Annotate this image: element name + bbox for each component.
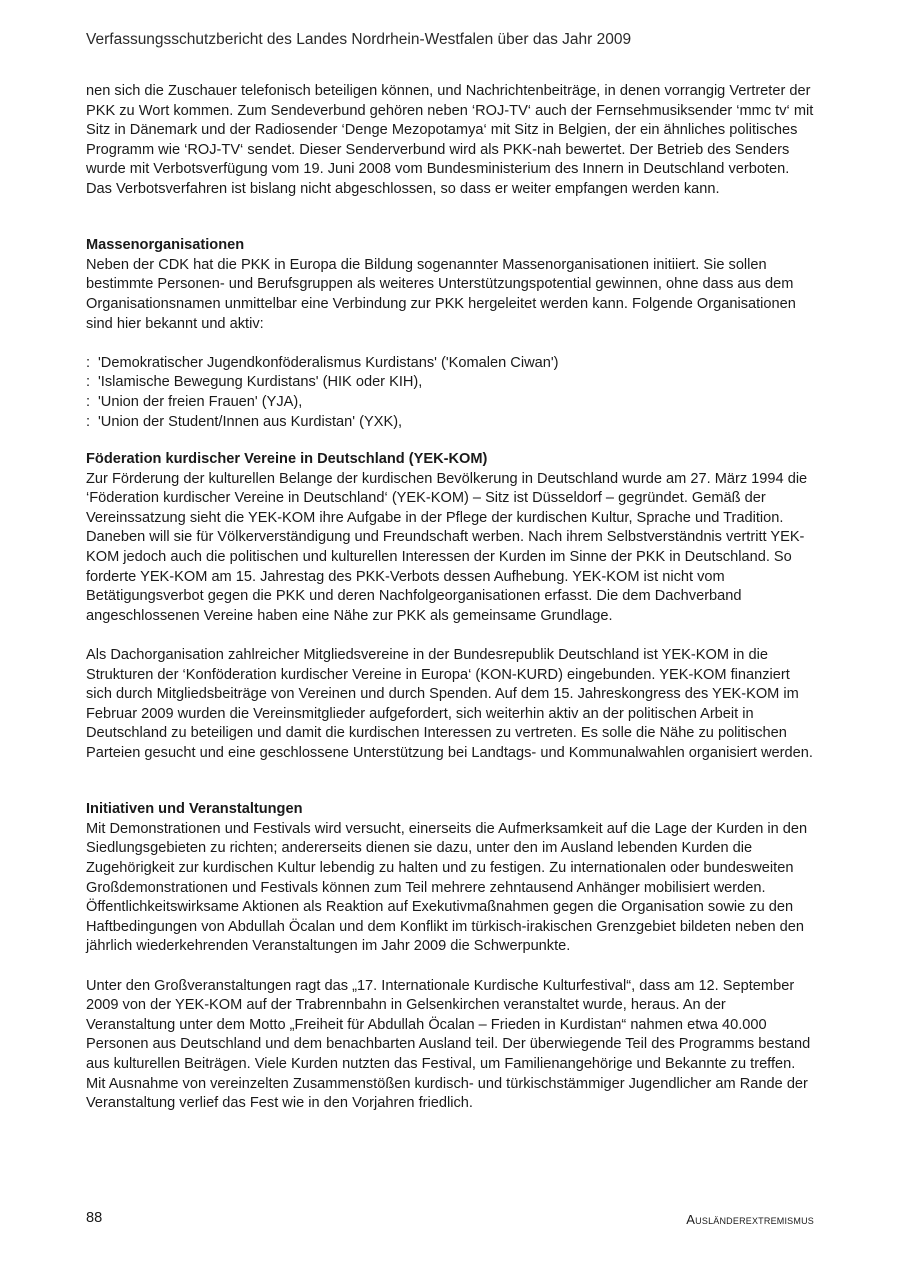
footer-section-name: Ausländerextremismus [686, 1212, 814, 1227]
section-paragraph: Mit Demonstrationen und Festivals wird versucht, einerseits die Aufmerksamkeit auf die Lage der Kurden in den Siedlungsgebieten zu richten; andererseits dienen sie dazu, unter den im Ausland lebenden Kurden die Zugehörigkeit zur kurdischen Kultur lebendig zu halten und zu festigen. Zu internationalen oder bundesweiten Großdemonstrationen und Festivals können zum Teil mehrere zehntausend Anhänger mobilisiert werden. Öffentlichkeitswirksame Aktionen als Reaktion auf Exekutivmaßnahmen gegen die Organisation sowie zu den Haftbedingungen von Abdullah Öcalan und dem Konflikt im türkisch-irakischen Grenzgebiet bildeten neben den jährlich wiederkehrenden Veranstaltungen im Jahr 2009 die Schwerpunkte. [86, 820, 808, 955]
page-content [86, 82, 818, 1133]
section-heading-massenorganisationen: Massenorganisationen [86, 237, 245, 254]
page-number: 88 [86, 1210, 103, 1226]
list-bullet: : [86, 393, 91, 410]
section-paragraph: Zur Förderung der kulturellen Belange der kurdischen Bevölkerung in Deutschland wurde am 27. März 1994 die ‘Föderation kurdischer Vereine in Deutschland‘ (YEK-KOM) – Sitz ist Düsseldorf – gegründet. Gemäß der Vereinssatzung sieht die YEK-KOM ihre Aufgabe in der Pflege der kurdischen Kultur, Sprache und Tradition. Daneben will sie für Völkerverständigung und Freundschaft werben. Nach ihrem Selbstverständnis vertritt YEK-KOM jedoch auch die politischen und kulturellen Interessen der Kurden im Sinne der PKK in Deutschland. So forderte YEK-KOM am 15. Jahrestag des PKK-Verbots dessen Aufhebung. YEK-KOM ist nicht vom Betätigungsverbot gegen die PKK und deren Nachfolgeorganisationen erfasst. Die dem Dachverband angeschlossenen Vereine haben eine Nähe zur PKK als gemeinsame Grundlage. [86, 470, 808, 624]
list-item: : 'Union der Student/Innen aus Kurdistan' (YXK), [86, 413, 818, 433]
list-bullet: : [86, 413, 91, 430]
section-paragraph: Als Dachorganisation zahlreicher Mitgliedsvereine in der Bundesrepublik Deutschland ist YEK-KOM in die Strukturen der ‘Konföderation kurdischer Vereine in Europa‘ (KON-KURD) eingebunden. YEK-KOM finanziert sich durch Mitgliedsbeiträge von Vereinen und durch Spenden. Auf dem 15. Jahreskongress des YEK-KOM im Februar 2009 wurden die Vereinsmitglieder aufgefordert, sich weiterhin aktiv an der politischen Arbeit in Deutschland zu beteiligen und damit die kurdischen Interessen zu vertreten. Es solle die Nähe zu politischen Parteien gesucht und eine geschlossene Unterstützung bei Landtags- und Kommunalwahlen organisiert werden. [86, 647, 813, 761]
list-bullet: : [86, 354, 91, 371]
list-bullet: : [86, 374, 91, 391]
section-heading-initiativen: Initiativen und Veranstaltungen [86, 801, 303, 818]
list-item: : 'Union der freien Frauen' (YJA), [86, 393, 818, 413]
list-item: : 'Demokratischer Jugendkonföderalismus Kurdistans' ('Komalen Ciwan') [86, 354, 818, 374]
list-item: : 'Islamische Bewegung Kurdistans' (HIK oder KIH), [86, 373, 818, 393]
organisation-list [86, 354, 818, 432]
section-paragraph: Neben der CDK hat die PKK in Europa die Bildung sogenannter Massenorganisationen initiiert. Sie sollen bestimmte Personen- und Berufsgruppen als weiteres Unterstützungspotential gewinnen, ohne dass aus dem Organisationsnamen unmittelbar eine Verbindung zur PKK hergeleitet werden kann. Folgende Organisationen sind hier bekannt und aktiv: [86, 256, 796, 332]
section-heading-yek-kom: Föderation kurdischer Vereine in Deutschland (YEK-KOM) [86, 451, 488, 468]
intro-paragraph: nen sich die Zuschauer telefonisch beteiligen können, und Nachrichtenbeiträge, in denen vorrangig Vertreter der PKK zu Wort kommen. Zum Sendeverbund gehören neben ‘ROJ-TV‘ auch der Fernsehmusiksender ‘mmc tv‘ mit Sitz in Dänemark und der Radiosender ‘Denge Mezopotamya‘ mit Sitz in Belgien, der ein ähnliches politisches Programm wie ‘ROJ-TV‘ sendet. Dieser Senderverbund wird als PKK-nah bewertet. Der Betrieb des Senders wurde mit Verbotsverfügung vom 19. Juni 2008 vom Bundesministerium des Innern in Deutschland verboten. Das Verbotsverfahren ist bislang nicht abgeschlossen, so dass er weiter empfangen werden kann. [86, 83, 814, 197]
running-header: Verfassungsschutzbericht des Landes Nordrhein-Westfalen über das Jahr 2009 [86, 31, 632, 48]
section-paragraph: Unter den Großveranstaltungen ragt das „17. Internationale Kurdische Kulturfestival“, dass am 12. September 2009 von der YEK-KOM auf der Trabrennbahn in Gelsenkirchen veranstaltet wurde, heraus. An der Veranstaltung unter dem Motto „Freiheit für Abdullah Öcalan – Frieden in Kurdistan“ nahmen etwa 40.000 Personen aus Deutschland und dem benachbarten Ausland teil. Der überwiegende Teil des Programms bestand aus kulturellen Beiträgen. Viele Kurden nutzten das Festival, um Familienangehörige und Bekannte zu treffen. Mit Ausnahme von vereinzelten Zusammenstößen kurdisch- und türkischstämmiger Jugendlicher am Rande der Veranstaltung verlief das Fest wie in den Vorjahren friedlich. [86, 977, 811, 1112]
